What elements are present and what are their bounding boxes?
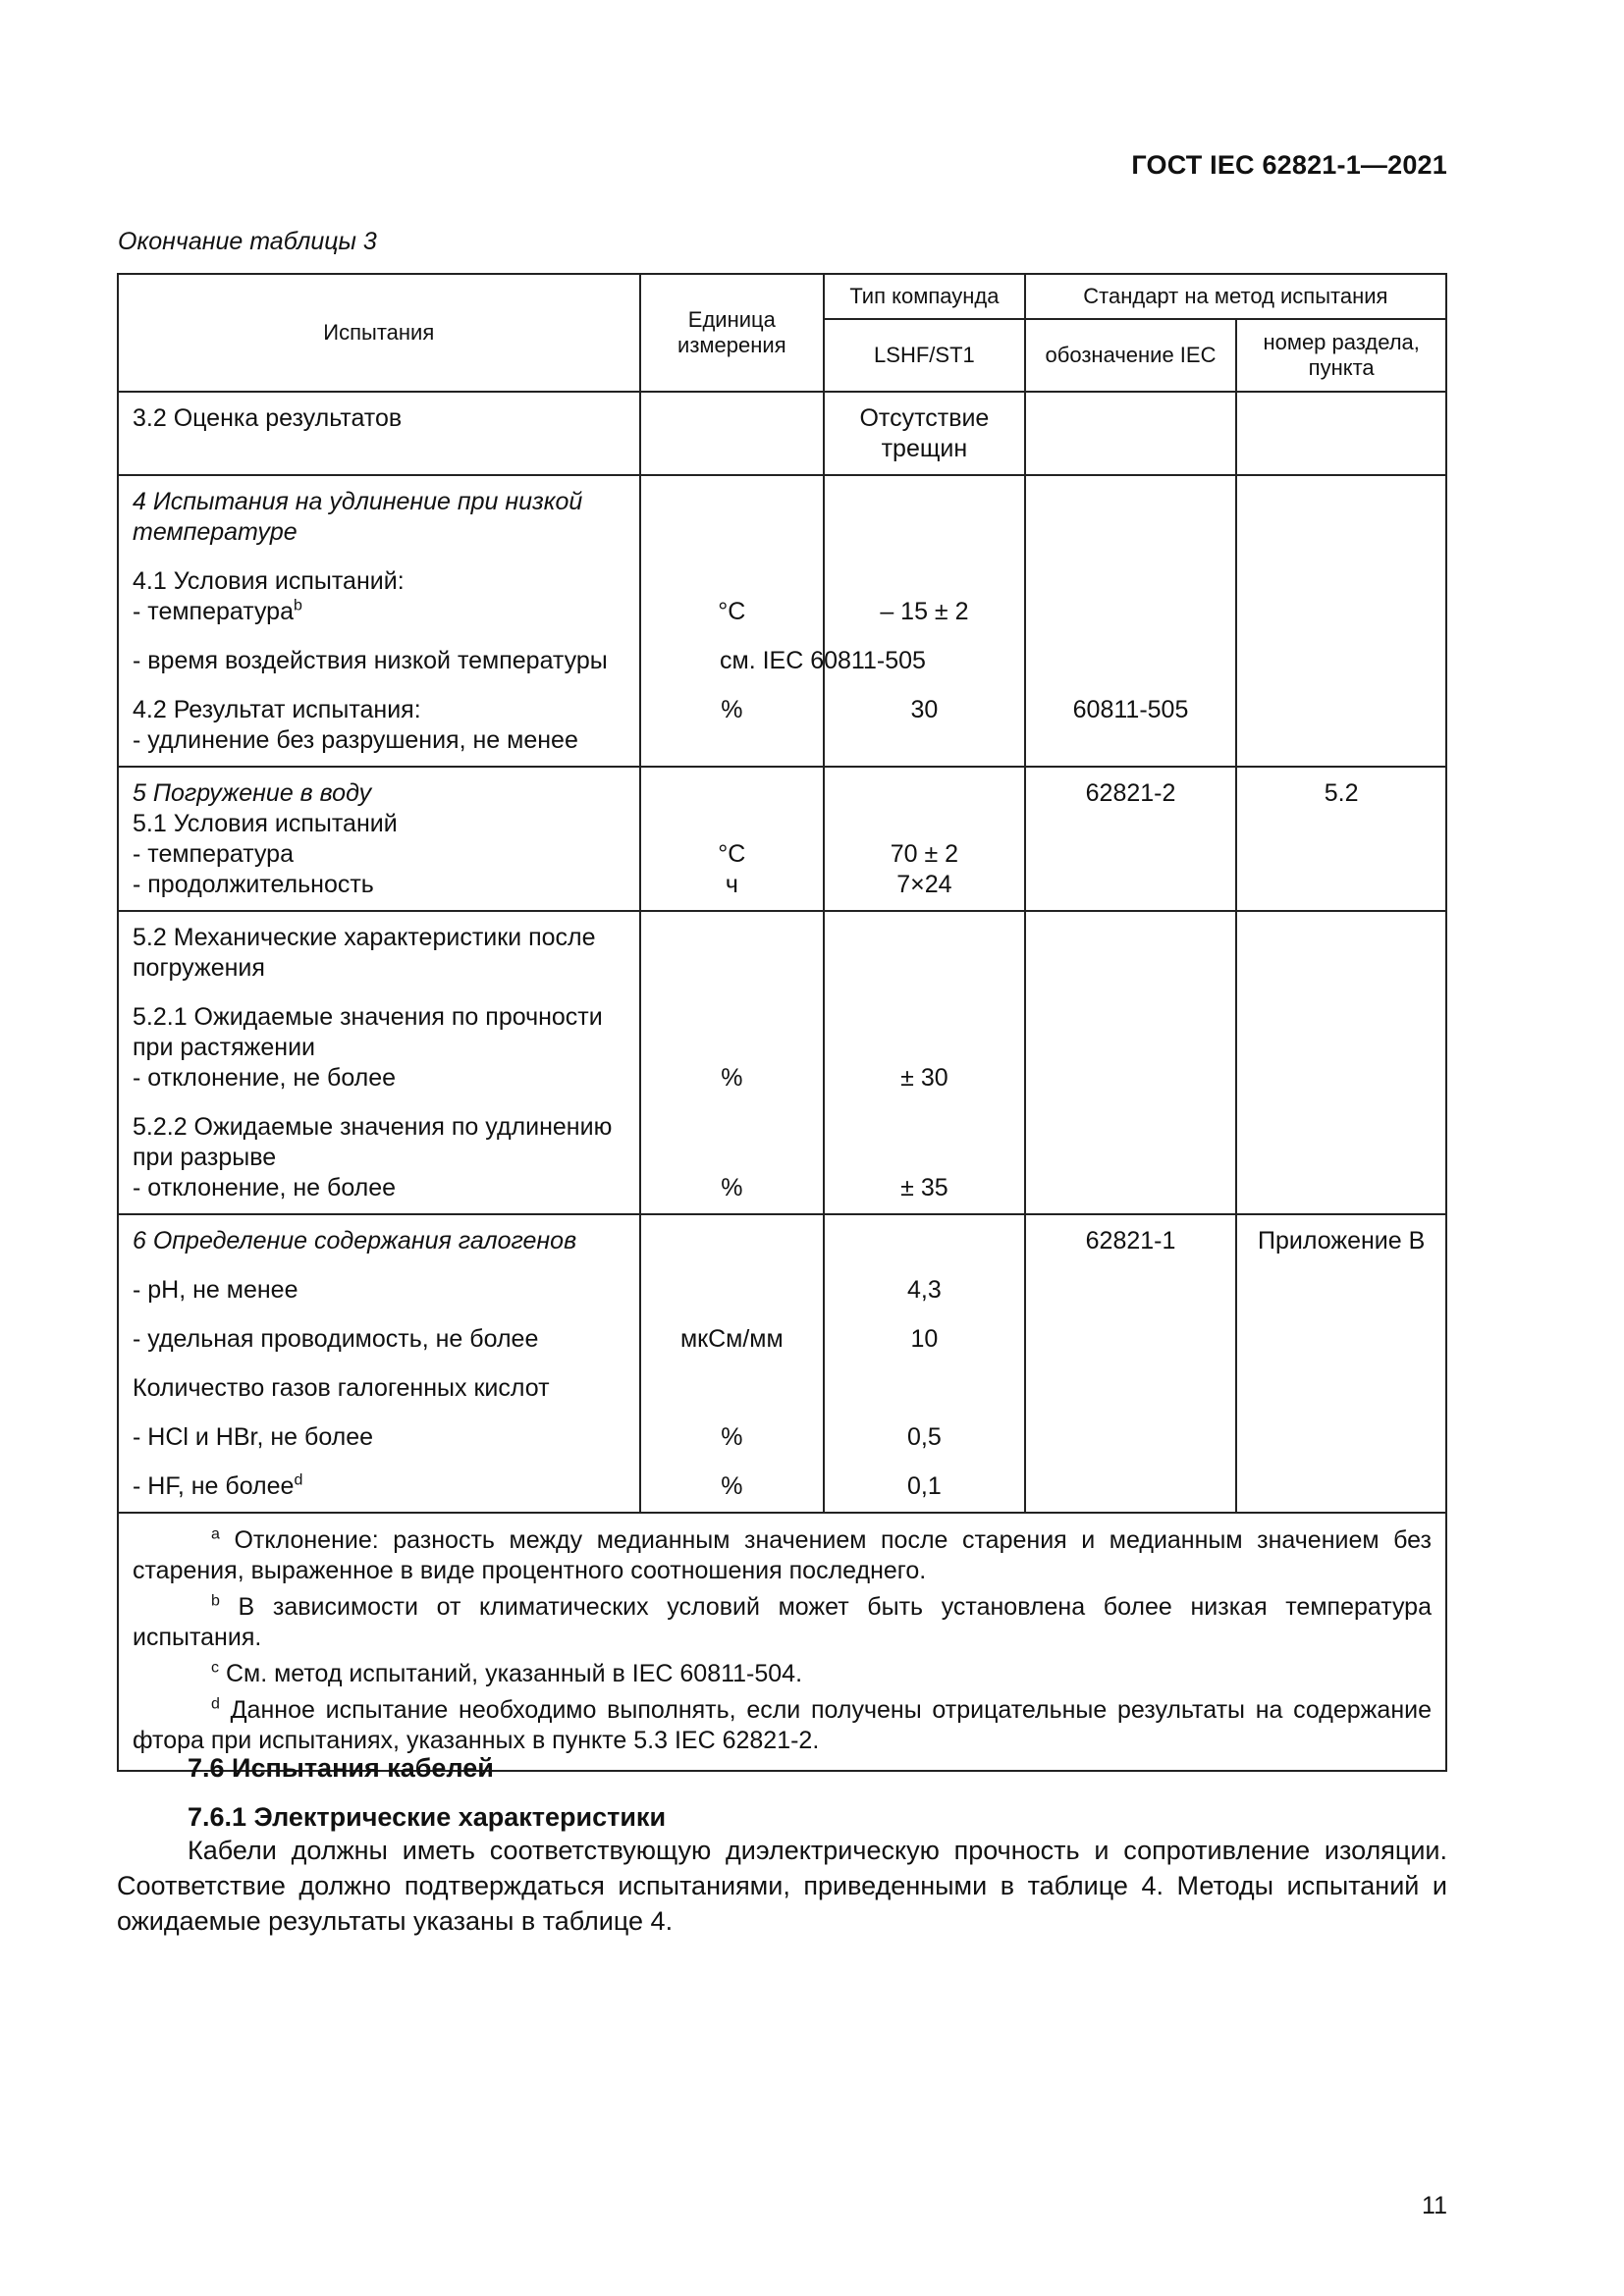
header-designation: обозначение IEC [1025,319,1237,392]
row-value: – 15 ± 2 [880,598,969,625]
row-label: при растяжении [133,1034,316,1061]
row-title: 6 Определение содержания галогенов [133,1227,577,1255]
header-standard: Стандарт на метод испытания [1025,274,1446,319]
row-value: ± 35 [900,1174,948,1201]
section-heading: 7.6 Испытания кабелей [188,1753,494,1783]
row-label: - отклонение, не более [133,1064,397,1092]
row-value: Отсутствие [859,404,990,432]
row-label: 5.2.1 Ожидаемые значения по прочности [133,1003,603,1031]
row-value: 0,5 [907,1423,942,1451]
row-standard: 62821-2 [1085,779,1176,807]
row-label: 5.2.2 Ожидаемые значения по удлинению [133,1113,613,1141]
subsection-heading: 7.6.1 Электрические характеристики [188,1802,667,1832]
header-compound-type: Тип компаунда [824,274,1025,319]
row-unit: °C [718,840,746,868]
footnote-mark: b [294,597,302,614]
header-section-no: номер раздела, пункта [1236,319,1446,392]
row-title: 5 Погружение в воду [133,779,372,807]
footnote-d: $^d$ Данное испытание необходимо выполнять, если получены отрицательные результаты на содержание фтора при испытаниях, указанных в пункте 5.3 IEC 62821-2. [133,1695,1432,1754]
row-value: ± 30 [900,1064,948,1092]
row-standard: 62821-1 [1085,1227,1176,1255]
row-label: - температура [133,840,294,868]
test-table [117,273,1447,1772]
table-caption: Окончание таблицы 3 [118,228,377,255]
row-label: 3.2 Оценка результатов [133,404,403,432]
row-label: - время воздействия низкой температуры [133,647,608,674]
row-label: - HF, не более$^d$ [133,1471,303,1500]
row-label: - температура$^b$ [133,597,302,625]
row-title: погружения [133,954,265,982]
row-label: - удлинение без разрушения, не менее [133,726,578,754]
row-label: 5.1 Условия испытаний [133,810,398,837]
row-label: 4.1 Условия испытаний: [133,567,405,595]
row-unit: ч [725,871,738,898]
table-row [118,1214,1446,1513]
footnote-a: $^a$ Отклонение: разность между медианным значением после старения и медианным значением без старения, выраженное в виде процентного соотношения последнего. [133,1525,1432,1584]
row-value: 7×24 [896,871,952,898]
document-code: ГОСТ IEC 62821-1—2021 [1131,150,1447,180]
table-notes-row [118,1513,1446,1771]
row-unit: °C [718,598,746,625]
footnote-mark: d [294,1471,303,1489]
body-paragraph: Кабели должны иметь соответствующую диэлектрическую прочность и сопротивление изоляции. Соответствие должно подтверждаться испытаниями, приведенными в таблице 4. Методы испытаний и ожидаемые результаты указаны в таблице 4. [117,1836,1447,1936]
footnote-c: $^c$ См. метод испытаний, указанный в IEC 60811-504. [211,1659,803,1687]
row-label: при разрыве [133,1144,277,1171]
header-compound: LSHF/ST1 [824,319,1025,392]
header-unit: Единица измерения [640,274,825,392]
row-unit: % [721,696,743,723]
row-title: 4 Испытания на удлинение при низкой [133,488,583,515]
table-row [118,392,1446,475]
row-value: см. IEC 60811-505 [720,647,926,674]
row-label: - продолжительность [133,871,374,898]
row-title: 5.2 Механические характеристики после [133,924,596,951]
row-value: 10 [910,1325,939,1353]
row-label: Количество газов галогенных кислот [133,1374,550,1402]
row-label: - отклонение, не более [133,1174,397,1201]
row-label: 4.2 Результат испытания: [133,696,421,723]
table-row [118,475,1446,767]
table-row [118,767,1446,911]
row-value: 30 [910,696,939,723]
footnote-b: $^b$ В зависимости от климатических условий может быть установлена более низкая температура испытания. [133,1592,1432,1651]
row-unit: мкСм/мм [679,1325,784,1353]
page-number: 11 [1422,2192,1447,2219]
row-unit: % [721,1174,743,1201]
row-section: 5.2 [1324,779,1359,807]
header-tests: Испытания [118,274,640,392]
row-unit: % [721,1472,743,1500]
row-label: - HCl и HBr, не более [133,1423,374,1451]
row-label: - pH, не менее [133,1276,298,1304]
row-unit: % [721,1423,743,1451]
row-value: 4,3 [907,1276,942,1304]
row-label: - удельная проводимость, не более [133,1325,539,1353]
row-value: 0,1 [907,1472,942,1500]
table-row [118,911,1446,1214]
row-section: Приложение В [1258,1227,1426,1255]
row-value: 70 ± 2 [890,840,959,868]
row-standard: 60811-505 [1072,696,1189,723]
row-unit: % [721,1064,743,1092]
row-value: трещин [881,435,968,462]
row-title: температуре [133,518,298,546]
